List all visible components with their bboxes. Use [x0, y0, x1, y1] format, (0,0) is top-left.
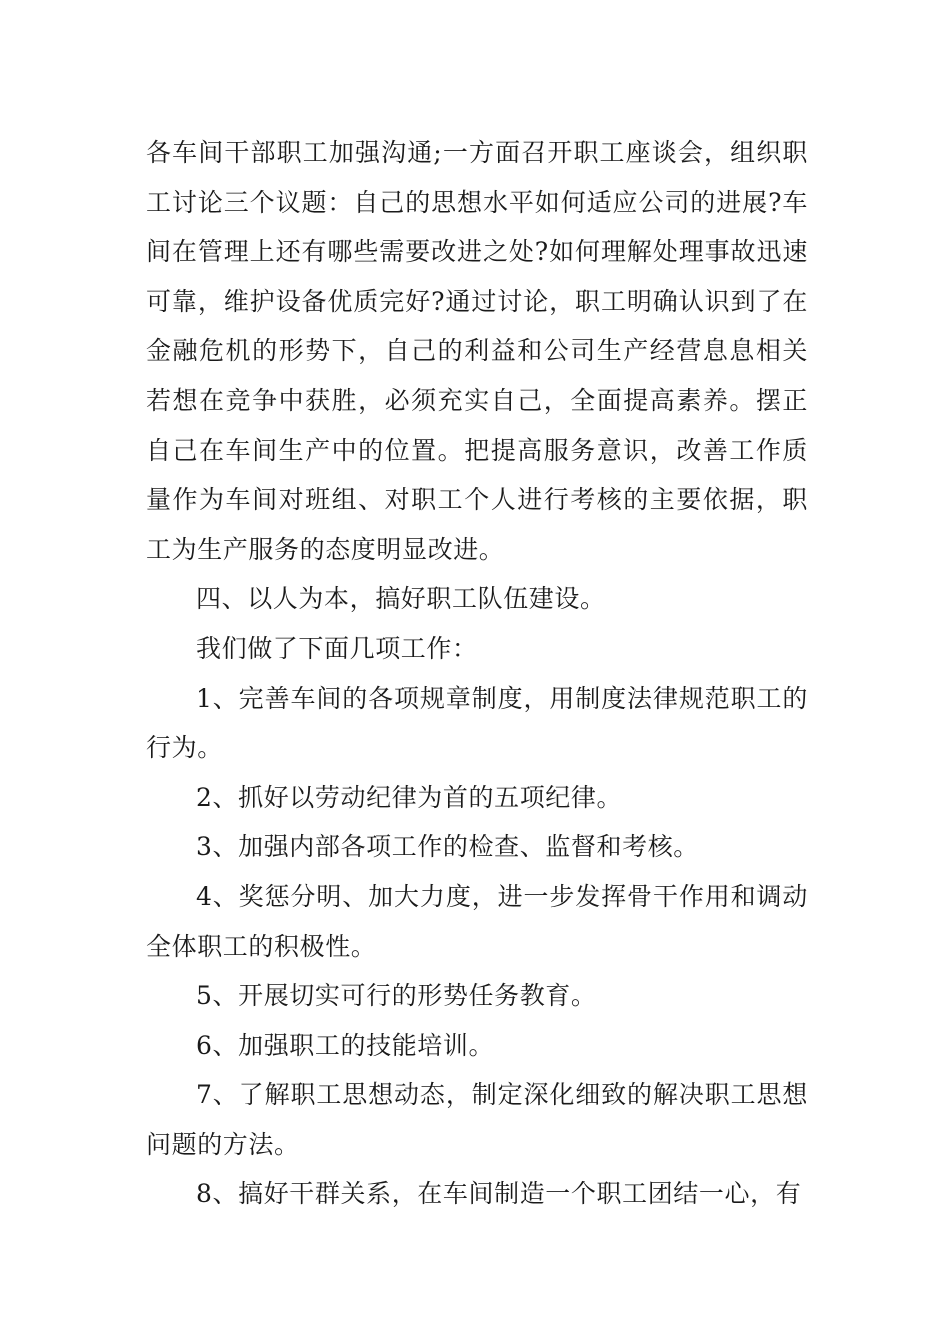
paragraph-3: 我们做了下面几项工作： [196, 633, 478, 663]
paragraph-2: 四、以人为本，搞好职工队伍建设。 [196, 584, 606, 614]
list-item-1: 1、完善车间的各项规章制度，用制度法律规范职工的行为。 [146, 683, 808, 763]
list-item-6: 6、加强职工的技能培训。 [196, 1030, 495, 1060]
document-body [146, 128, 808, 1219]
list-item-7: 7、了解职工思想动态，制定深化细致的解决职工思想问题的方法。 [146, 1080, 808, 1159]
paragraph-1: 各车间干部职工加强沟通;一方面召开职工座谈会，组织职工讨论三个议题：自己的思想水平如何适应公司的进展?车间在管理上还有哪些需要改进之处?如何理解处理事故迅速可靠，维护设备优质完好?通过讨论，职工明确认识到了在金融危机的形势下，自己的利益和公司生产经营息息相关若想在竞争中获胜，必须充实自己，全面提高素养。摆正自己在车间生产中的位置。把提高服务意识，改善工作质量作为车间对班组、对职工个人进行考核的主要依据，职工为生产服务的态度明显改进。 [146, 138, 808, 564]
list-item-3: 3、加强内部各项工作的检查、监督和考核。 [196, 832, 699, 862]
list-item-2: 2、抓好以劳动纪律为首的五项纪律。 [196, 782, 623, 812]
list-item-4: 4、奖惩分明、加大力度，进一步发挥骨干作用和调动全体职工的积极性。 [146, 881, 808, 961]
list-item-5: 5、开展切实可行的形势任务教育。 [196, 981, 597, 1011]
list-item-8: 8、搞好干群关系，在车间制造一个职工团结一心，有 [196, 1179, 802, 1209]
